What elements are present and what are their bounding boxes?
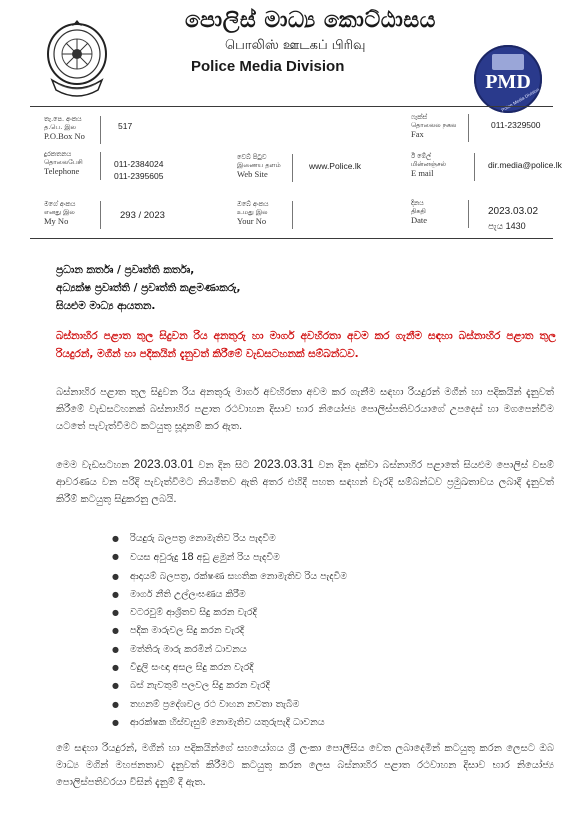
fax-label: ෆැක්ස් தொலைல நகல Fax	[411, 113, 457, 139]
addressee-block	[56, 261, 241, 315]
email-value[interactable]: dir.media@police.lk	[488, 160, 562, 170]
header-title-tamil: பொலிஸ் ஊடகப் பிரிவு	[225, 38, 366, 53]
date-divider	[468, 200, 469, 228]
pmd-logo-text: PMD	[485, 71, 531, 93]
fax-divider	[468, 114, 469, 142]
paragraph-1: බස්නාහිර පළාත තුල සිදුවන රිය අනතුරු මාර්ග අවහිරතා අවම කර ගැනීම සඳහා රියදුරන් මගීන් හා පදිකයින් දැනුවත් කිරීමේ වැඩසටහනක් බස්නාහිර පළාත රථවාහන දිසාව භාර නියෝජ්‍ය පොලිස්පතිවරයාගේ උපදෙස් හා මගපෙන්වීම යටතේ පැවැත්වීමට කටයුතු සූදානම් කර ඇත.	[56, 387, 554, 432]
list-item: ● මත්තිරු මාරු කරමින් ධාවනය	[112, 641, 347, 659]
police-emblem-logo	[44, 18, 110, 100]
telephone-divider	[100, 152, 101, 180]
list-item: ● වයස අවුරුදු 18 අඩු ළමුන් රිය පැදවීම	[112, 548, 347, 567]
website-divider	[292, 154, 293, 182]
telephone-value-1: 011-2384024	[114, 159, 164, 169]
list-item: ● රියදුරු බලපත්‍ර නොමැතිව රිය පැදවීම	[112, 530, 347, 548]
list-item: ● ආදායම් බලපත්‍ර, රක්ෂණ සහතික නොමැතිව රිය පැදවීම	[112, 568, 347, 586]
email-divider	[474, 153, 475, 181]
your-no-divider	[292, 201, 293, 229]
paragraph-2: මෙම වැඩසටහන 2023.03.01 වන දින සිට 2023.03.31 වන දින දක්වා බස්නාහිර පළාතේ සියළුම පොලිස් වසම් ආවරණය වන පරිදි පැවැත්වීමට නියමිතව ඇති අතර එහිදී පහත සඳහන් වැරදි සම්බන්ධව ප්‍රමුඛතාවය ලබාදී දැනුවත් කිරීම් කටයුතු සිදුකරනු ලබයි.	[56, 457, 554, 505]
pobox-label: තැ.පෙ. අංකය த.பெ. இல P.O.Box No	[44, 115, 85, 141]
pobox-divider	[100, 116, 101, 144]
list-item: ● තහනම් ප්‍රදේශවල රථ වාහන නවතා තැබීම	[112, 696, 347, 714]
pobox-value: 517	[118, 121, 133, 131]
list-item: ● බස් නැවතුම් පලවල සිදු කරන වැරදි	[112, 677, 347, 695]
my-no-label: මගේ අංකය எனது இல My No	[44, 200, 76, 226]
contact-divider	[30, 238, 553, 239]
your-no-label: ඔබේ අංකය உமது இல Your No	[237, 200, 269, 226]
header-divider	[30, 106, 553, 107]
addressee-line: ප්‍රධාන කර්තෘ / ප්‍රවෘත්ති කර්තෘ,	[56, 264, 195, 276]
addressee-line: සියළුම මාධ්‍ය ආයතන.	[56, 300, 156, 312]
pmd-logo-ring-text: Police Media Division	[500, 86, 541, 113]
paragraph-3: මේ සඳහා රියදුරන්, මගීන් හා පදිකයින්ගේ සහයෝගය ශ්‍රී ලංකා පොලීසිය වෙත ලබාදෙමින් කටයුතු කරන ලෙසට ඔබ මාධ්‍ය මගින් මහජනතාව දැනුවත් කිරීමට කටයුතු කරන ලෙස බස්නාහිර පළාත රථවාහන දිසාව භාර නියෝජ්‍ය පොලිස්පතිවරයා විසින් දැනුම් දී ඇත.	[56, 743, 554, 788]
header-title-sinhala: පොලිස් මාධ්‍ය කොට්ඨාසය	[185, 8, 436, 33]
email-label: ඊ මේල් மின்னஞ்சல் E mail	[411, 152, 446, 178]
addressee-line: අධ්‍යක්ෂ ප්‍රවෘත්ති / ප්‍රවෘත්ති කළමණාකරු,	[56, 282, 241, 294]
fax-value: 011-2329500	[491, 120, 541, 130]
list-item: ● විදුලි සංඥා අසල සිදු කරන වැරදි	[112, 659, 347, 677]
header-title-english: Police Media Division	[191, 58, 345, 75]
date-value: 2023.03.02	[488, 206, 539, 217]
telephone-value-2: 011-2395605	[114, 171, 164, 181]
offence-list	[112, 530, 347, 732]
pmd-logo	[472, 43, 544, 115]
list-item: ● ආරක්ෂක හිස්වැසුම් නොමැතිව යතුරුපැදි ධාවනය	[112, 714, 347, 732]
website-label: වෙබ් පිටුව இணைய தளம் Web Site	[237, 153, 281, 179]
my-no-divider	[100, 201, 101, 229]
end-date: 2023.03.31	[253, 457, 314, 471]
list-item: ● පදික මාරුවල සිදු කරන වැරදි	[112, 622, 347, 640]
list-item: ● මාර්ග නීති උල්ලංඝණය කිරීම	[112, 586, 347, 604]
date-time: පැය 1430	[488, 221, 526, 231]
subject-heading: බස්නාහිර පළාත තුල සිදුවන රිය අනතුරු හා මාර්ග අවහිරතා අවම කර ගැනීම සඳහා බස්නාහිර පළාත තුල රියදුරන්, මගීන් හා පදිකයින් දැනුවත් කිරීමේ වැඩසටහනක් සම්බන්ධව.	[56, 330, 556, 360]
start-date: 2023.03.01	[133, 457, 194, 471]
date-label: දිනය திகதி Date	[411, 199, 428, 225]
website-value[interactable]: www.Police.lk	[309, 161, 361, 171]
telephone-label: දුරකතනය தொலைபேசி Telephone	[44, 150, 83, 176]
my-no-value: 293 / 2023	[120, 210, 165, 221]
list-item: ● වටරවුම් ආශ්‍රිතව සිදු කරන වැරදි	[112, 604, 347, 622]
